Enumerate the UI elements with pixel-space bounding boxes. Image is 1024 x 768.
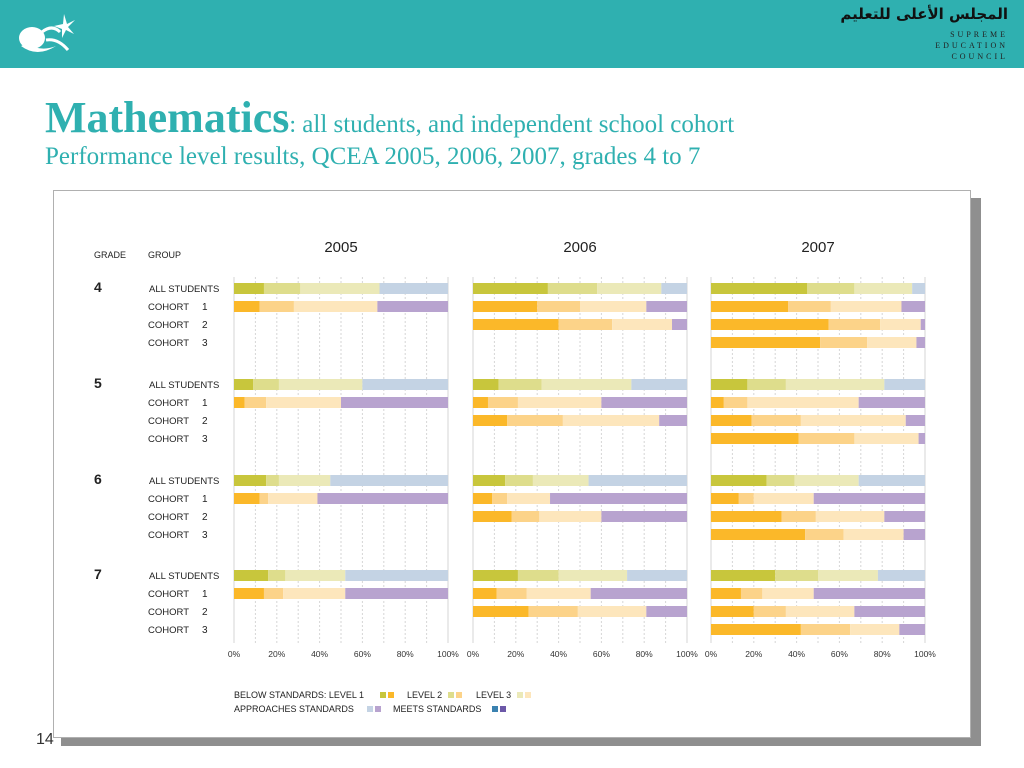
chart-panel	[53, 190, 971, 738]
bar-segment	[814, 588, 925, 599]
performance-chart	[54, 191, 971, 738]
bar-segment	[550, 493, 687, 504]
title-scope: all students, and independent school cohort	[296, 111, 735, 138]
bar-segment	[878, 570, 925, 581]
group-label: COHORT	[148, 434, 189, 445]
group-column-header: GROUP	[148, 250, 182, 260]
cohort-number: 3	[202, 338, 208, 349]
x-tick-label: 60%	[353, 649, 371, 659]
x-tick-label: 0%	[704, 649, 718, 659]
bar-segment	[844, 529, 904, 540]
bar-segment	[473, 283, 548, 294]
bar-segment	[711, 379, 747, 390]
group-label: ALL STUDENTS	[149, 380, 220, 391]
bar-segment	[268, 570, 285, 581]
bar-segment	[782, 511, 816, 522]
slide-subtitle: Performance level results, QCEA 2005, 2006, 2007, grades 4 to 7	[45, 143, 701, 170]
bar-segment	[807, 283, 854, 294]
bar-segment	[473, 415, 507, 426]
bar-segment	[901, 301, 925, 312]
bar-segment	[279, 379, 362, 390]
group-label: ALL STUDENTS	[149, 571, 220, 582]
bar-segment	[711, 397, 724, 408]
bar-segment	[580, 301, 646, 312]
bar-segment	[505, 475, 533, 486]
bar-segment	[264, 283, 300, 294]
bar-segment	[899, 624, 925, 635]
bar-segment	[711, 624, 801, 635]
bar-segment	[499, 379, 542, 390]
group-label: COHORT	[148, 494, 189, 505]
bar-segment	[786, 606, 854, 617]
cohort-number: 1	[202, 302, 208, 313]
x-tick-label: 60%	[830, 649, 848, 659]
group-label: ALL STUDENTS	[149, 476, 220, 487]
bar-segment	[814, 493, 925, 504]
x-tick-label: 80%	[873, 649, 891, 659]
bar-segment	[559, 319, 613, 330]
x-tick-label: 20%	[745, 649, 763, 659]
bar-segment	[473, 606, 529, 617]
bar-segment	[341, 397, 448, 408]
bar-segment	[330, 475, 448, 486]
cohort-number: 2	[202, 320, 208, 331]
bar-segment	[529, 606, 578, 617]
bar-segment	[563, 415, 659, 426]
bar-segment	[859, 475, 925, 486]
cohort-number: 3	[202, 625, 208, 636]
bar-segment	[711, 529, 805, 540]
bar-segment	[268, 493, 317, 504]
bar-segment	[533, 475, 589, 486]
group-label: COHORT	[148, 607, 189, 618]
org-name-arabic: المجلس الأعلى للتعليم	[840, 5, 1008, 23]
bar-segment	[497, 588, 527, 599]
bar-segment	[711, 475, 767, 486]
x-tick-label: 60%	[592, 649, 610, 659]
bar-segment	[741, 588, 762, 599]
bar-segment	[854, 433, 918, 444]
bar-segment	[818, 570, 878, 581]
bar-segment	[801, 624, 850, 635]
bar-segment	[850, 624, 899, 635]
bar-segment	[711, 493, 739, 504]
year-header-2006: 2006	[563, 239, 597, 256]
group-label: COHORT	[148, 416, 189, 427]
grade-label-6: 6	[94, 471, 102, 487]
cohort-number: 1	[202, 589, 208, 600]
year-header-2005: 2005	[324, 239, 358, 256]
legend-swatch-level3-cohort	[525, 692, 531, 698]
x-tick-label: 40%	[788, 649, 806, 659]
bar-segment	[345, 588, 448, 599]
group-label: COHORT	[148, 512, 189, 523]
bar-segment	[739, 493, 754, 504]
bar-segment	[794, 475, 858, 486]
bar-segment	[541, 379, 631, 390]
bar-segment	[711, 511, 782, 522]
bar-segment	[234, 283, 264, 294]
bar-segment	[754, 606, 786, 617]
bar-segment	[245, 397, 266, 408]
x-tick-label: 40%	[550, 649, 568, 659]
bar-segment	[724, 397, 748, 408]
legend-swatch-approaches-all	[367, 706, 373, 712]
bar-segment	[294, 301, 377, 312]
bar-segment	[880, 319, 921, 330]
legend-level-3: LEVEL 3	[476, 690, 512, 700]
bar-segment	[362, 379, 448, 390]
group-label: COHORT	[148, 338, 189, 349]
bar-segment	[854, 606, 925, 617]
bar-segment	[754, 493, 814, 504]
bar-segment	[488, 397, 518, 408]
title-subject: Mathematics	[45, 93, 290, 142]
bar-segment	[921, 319, 925, 330]
bar-segment	[906, 415, 925, 426]
bar-segment	[473, 379, 499, 390]
bar-segment	[816, 511, 884, 522]
legend-swatch-meets-cohort	[500, 706, 506, 712]
bar-segment	[859, 397, 925, 408]
bar-segment	[285, 570, 345, 581]
bar-segment	[646, 606, 687, 617]
bar-segment	[601, 397, 687, 408]
bar-segment	[492, 493, 507, 504]
header-bar	[0, 0, 1024, 68]
bar-segment	[518, 570, 559, 581]
bar-segment	[659, 415, 687, 426]
bar-segment	[711, 319, 829, 330]
bar-segment	[752, 415, 801, 426]
bar-segment	[283, 588, 345, 599]
legend-swatch-level2-cohort	[456, 692, 462, 698]
bar-segment	[627, 570, 687, 581]
bar-segment	[507, 415, 563, 426]
bar-segment	[527, 588, 591, 599]
cohort-number: 3	[202, 434, 208, 445]
page-number: 14	[36, 731, 54, 748]
bar-segment	[762, 588, 813, 599]
bar-segment	[473, 511, 512, 522]
cohort-number: 2	[202, 416, 208, 427]
bar-segment	[260, 493, 269, 504]
legend-approaches-standards: APPROACHES STANDARDS	[234, 704, 354, 714]
group-label: COHORT	[148, 589, 189, 600]
bar-segment	[775, 570, 818, 581]
bar-segment	[711, 570, 775, 581]
title-colon: :	[289, 112, 297, 138]
bar-segment	[747, 397, 858, 408]
cohort-number: 1	[202, 494, 208, 505]
bar-segment	[589, 475, 687, 486]
year-header-2007: 2007	[801, 239, 835, 256]
supreme-education-council-logo	[12, 10, 82, 62]
cohort-number: 2	[202, 607, 208, 618]
bar-segment	[518, 397, 601, 408]
bar-segment	[854, 283, 912, 294]
grade-label-4: 4	[94, 279, 102, 295]
bar-segment	[234, 570, 268, 581]
bar-segment	[631, 379, 687, 390]
bar-segment	[805, 529, 844, 540]
group-label: COHORT	[148, 398, 189, 409]
legend-level-2: LEVEL 2	[407, 690, 443, 700]
x-tick-label: 100%	[437, 649, 459, 659]
bar-segment	[559, 570, 627, 581]
bar-segment	[646, 301, 687, 312]
cohort-number: 3	[202, 530, 208, 541]
bar-segment	[904, 529, 925, 540]
bar-segment	[473, 493, 492, 504]
bar-segment	[831, 301, 902, 312]
bar-segment	[601, 511, 687, 522]
x-tick-label: 40%	[311, 649, 329, 659]
legend-meets-standards: MEETS STANDARDS	[393, 704, 482, 714]
org-name-line-1: SUPREME	[950, 30, 1008, 39]
bar-segment	[473, 570, 518, 581]
bar-segment	[234, 588, 264, 599]
bar-segment	[799, 433, 855, 444]
bar-segment	[711, 433, 799, 444]
bar-segment	[672, 319, 687, 330]
cohort-number: 2	[202, 512, 208, 523]
bar-segment	[711, 337, 820, 348]
x-tick-label: 20%	[507, 649, 525, 659]
group-label: COHORT	[148, 625, 189, 636]
bar-segment	[279, 475, 330, 486]
bar-segment	[537, 301, 580, 312]
legend-swatch-level1-all	[380, 692, 386, 698]
bar-segment	[266, 475, 279, 486]
cohort-number: 1	[202, 398, 208, 409]
bar-segment	[539, 511, 601, 522]
bar-segment	[473, 319, 559, 330]
bar-segment	[747, 379, 786, 390]
org-name-line-3: COUNCIL	[951, 52, 1008, 61]
bar-segment	[377, 301, 448, 312]
x-tick-label: 100%	[914, 649, 936, 659]
bar-segment	[473, 588, 497, 599]
x-tick-label: 20%	[268, 649, 286, 659]
bar-segment	[786, 379, 884, 390]
group-label: COHORT	[148, 530, 189, 541]
legend-swatch-level1-cohort	[388, 692, 394, 698]
bar-segment	[711, 301, 788, 312]
bar-segment	[317, 493, 448, 504]
bar-segment	[473, 397, 488, 408]
grade-label-5: 5	[94, 375, 102, 391]
bar-segment	[661, 283, 687, 294]
bar-segment	[578, 606, 646, 617]
bar-segment	[234, 379, 253, 390]
x-tick-label: 100%	[676, 649, 698, 659]
legend-swatch-meets-all	[492, 706, 498, 712]
bar-segment	[597, 283, 661, 294]
bar-segment	[266, 397, 341, 408]
x-tick-label: 80%	[396, 649, 414, 659]
bar-segment	[829, 319, 880, 330]
bar-segment	[345, 570, 448, 581]
bar-segment	[916, 337, 925, 348]
grade-label-7: 7	[94, 566, 102, 582]
bar-segment	[884, 511, 925, 522]
bar-segment	[788, 301, 831, 312]
bar-segment	[512, 511, 540, 522]
x-tick-label: 80%	[635, 649, 653, 659]
group-label: COHORT	[148, 320, 189, 331]
org-name-line-2: EDUCATION	[935, 41, 1008, 50]
bar-segment	[234, 301, 260, 312]
x-tick-label: 0%	[466, 649, 480, 659]
legend-swatch-approaches-cohort	[375, 706, 381, 712]
x-tick-label: 0%	[227, 649, 241, 659]
bar-segment	[548, 283, 597, 294]
bar-segment	[820, 337, 867, 348]
bar-segment	[711, 283, 807, 294]
bar-segment	[867, 337, 916, 348]
bar-segment	[473, 475, 505, 486]
grade-column-header: GRADE	[94, 250, 127, 260]
bar-segment	[711, 606, 754, 617]
bar-segment	[711, 415, 752, 426]
bar-segment	[711, 588, 741, 599]
bar-segment	[919, 433, 925, 444]
bar-segment	[473, 301, 537, 312]
bar-segment	[380, 283, 448, 294]
bar-segment	[264, 588, 283, 599]
bar-segment	[234, 493, 260, 504]
bar-segment	[234, 397, 245, 408]
bar-segment	[591, 588, 687, 599]
group-label: COHORT	[148, 302, 189, 313]
bar-segment	[767, 475, 795, 486]
bar-segment	[884, 379, 925, 390]
bar-segment	[260, 301, 294, 312]
slide-title	[45, 92, 734, 143]
legend-swatch-level3-all	[517, 692, 523, 698]
bar-segment	[300, 283, 379, 294]
bar-segment	[912, 283, 925, 294]
bar-segment	[234, 475, 266, 486]
bar-segment	[612, 319, 672, 330]
group-label: ALL STUDENTS	[149, 284, 220, 295]
legend-swatch-level2-all	[448, 692, 454, 698]
bar-segment	[801, 415, 906, 426]
bar-segment	[507, 493, 550, 504]
bar-segment	[253, 379, 279, 390]
legend-below-standards-level-1: BELOW STANDARDS: LEVEL 1	[234, 690, 365, 700]
